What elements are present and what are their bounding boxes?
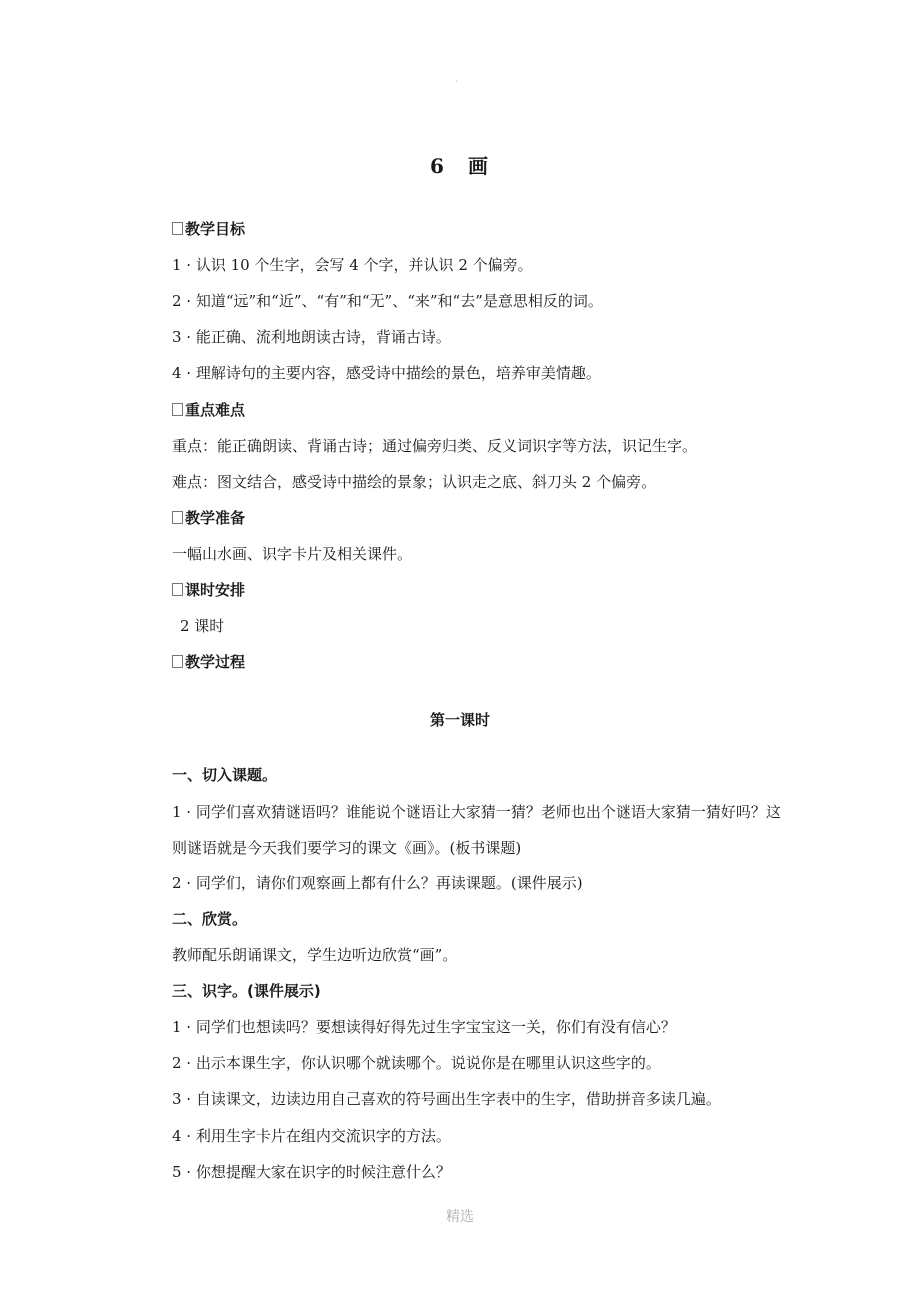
checkbox-square-icon	[172, 583, 183, 596]
section-process	[172, 652, 245, 672]
section-process-label: 教学过程	[185, 653, 246, 671]
section-preparation	[172, 508, 245, 528]
lesson-title: 第一课时	[429, 711, 490, 729]
part2-text: 教师配乐朗诵课文，学生边听边欣赏“画”。	[172, 946, 458, 964]
key-point-difficulty: 难点：图文结合，感受诗中描绘的景象；认识走之底、斜刀头 2 个偏旁。	[172, 473, 657, 491]
goal-item: 2 · 知道“远”和“近”、“有”和“无”、“来”和“去”是意思相反的词。	[172, 292, 603, 310]
section-schedule-label: 课时安排	[185, 581, 246, 599]
part3-item: 3 · 自读课文，边读边用自己喜欢的符号画出生字表中的生字，借助拼音多读几遍。	[172, 1090, 721, 1108]
goal-item: 4 · 理解诗句的主要内容，感受诗中描绘的景色，培养审美情趣。	[172, 364, 601, 382]
part2-heading: 二、欣赏。	[172, 910, 248, 928]
part1-item1	[140, 794, 782, 866]
section-key-points-label: 重点难点	[185, 401, 246, 419]
checkbox-square-icon	[172, 222, 183, 235]
part1-heading: 一、切入课题。	[172, 766, 278, 784]
part1-item2: 2 · 同学们，请你们观察画上都有什么？再读课题。(课件展示)	[172, 874, 583, 892]
part3-item: 2 · 出示本课生字，你认识哪个就读哪个。说说你是在哪里认识这些字的。	[172, 1054, 661, 1072]
goal-item: 3 · 能正确、流利地朗读古诗，背诵古诗。	[172, 328, 451, 346]
checkbox-square-icon	[172, 655, 183, 668]
part3-item: 5 · 你想提醒大家在识字的时候注意什么？	[172, 1163, 451, 1181]
section-goals-label: 教学目标	[185, 220, 246, 238]
section-schedule	[172, 580, 245, 600]
page-title: 6 画	[430, 154, 490, 178]
part3-item: 4 · 利用生字卡片在组内交流识字的方法。	[172, 1127, 451, 1145]
checkbox-square-icon	[172, 511, 183, 524]
part1-item1-text: 1 · 同学们喜欢猜谜语吗？谁能说个谜语让大家猜一猜？老师也出个谜语大家猜一猜好吗？这则谜语就是今天我们要学习的课文《画》。(板书课题)	[172, 803, 781, 857]
section-key-points	[172, 400, 245, 420]
preparation-text: 一幅山水画、识字卡片及相关课件。	[172, 545, 413, 563]
footer-watermark: 精选	[446, 1209, 474, 1225]
part3-heading: 三、识字。(课件展示)	[172, 982, 321, 1000]
part3-item: 1 · 同学们也想读吗？要想读得好得先过生字宝宝这一关，你们有没有信心？	[172, 1018, 676, 1036]
schedule-text: 2 课时	[180, 617, 225, 635]
checkbox-square-icon	[172, 403, 183, 416]
section-preparation-label: 教学准备	[185, 509, 246, 527]
key-point-focus: 重点：能正确朗读、背诵古诗；通过偏旁归类、反义词识字等方法，识记生字。	[172, 437, 698, 455]
header-mark: .	[455, 74, 459, 85]
section-goals	[172, 219, 245, 239]
goal-item: 1 · 认识 10 个生字，会写 4 个字，并认识 2 个偏旁。	[172, 256, 533, 274]
